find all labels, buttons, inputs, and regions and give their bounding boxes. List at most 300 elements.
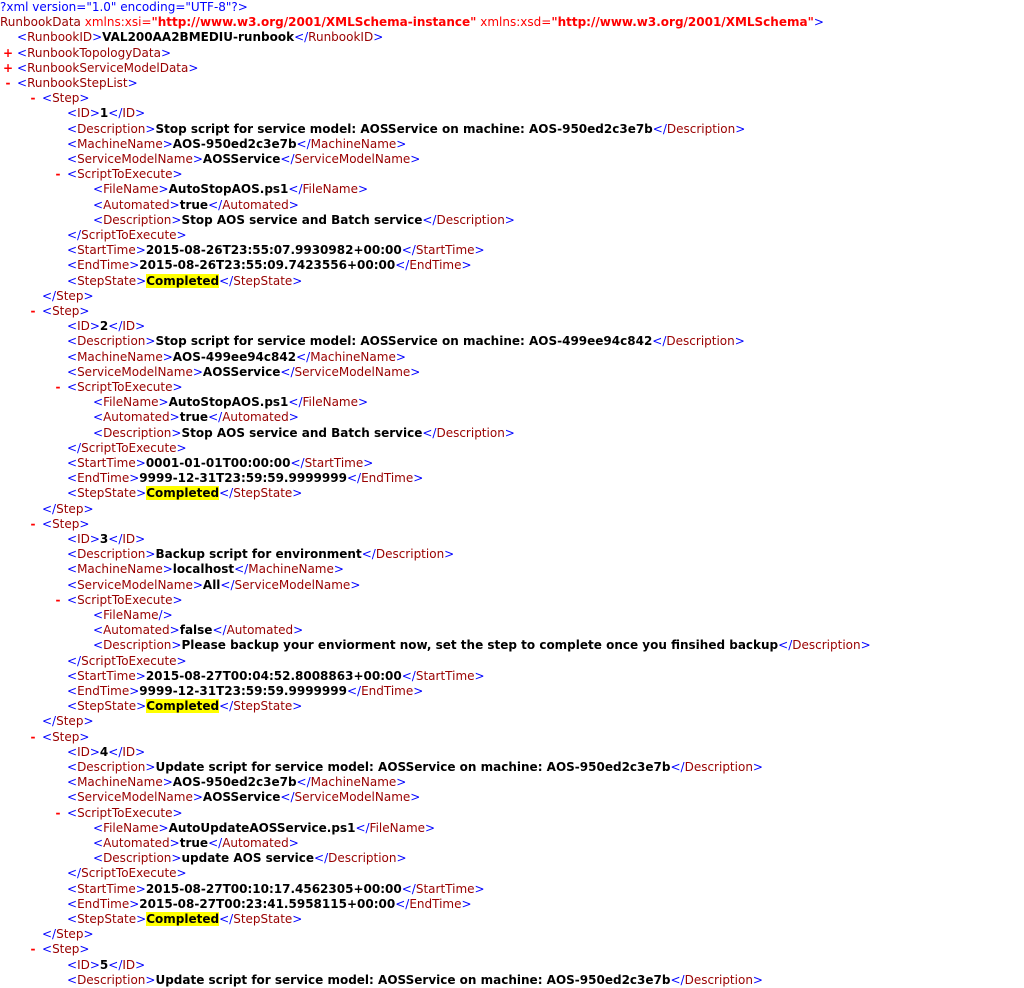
xml-bracket: < bbox=[67, 760, 78, 774]
xml-bracket: > bbox=[135, 881, 146, 896]
xml-tag-name: MachineName bbox=[310, 136, 397, 151]
xml-bracket: > bbox=[504, 425, 515, 440]
step-service-model-line bbox=[67, 790, 420, 805]
xml-bracket: > bbox=[92, 30, 103, 45]
script-file-name: AutoUpdateAOSService.ps1 bbox=[168, 820, 356, 835]
xml-bracket: > bbox=[79, 91, 90, 106]
xml-bracket: < bbox=[93, 836, 104, 850]
xml-tag-name: ID bbox=[122, 106, 136, 121]
script-automated-line bbox=[93, 623, 303, 638]
xml-bracket: </ bbox=[778, 638, 793, 653]
xml-bracket: > bbox=[89, 957, 100, 972]
xml-bracket: > bbox=[813, 15, 824, 30]
xml-bracket: > bbox=[350, 577, 361, 592]
xml-bracket: </ bbox=[108, 106, 123, 121]
step-state-line bbox=[67, 486, 302, 501]
xml-tag-name: Step bbox=[56, 714, 84, 729]
script-description: Please backup your enviorment now, set the step to complete once you finsihed backup bbox=[181, 638, 779, 653]
xml-tag-name: ServiceModelName bbox=[294, 152, 411, 166]
xml-tag-name: RunbookTopologyData bbox=[27, 45, 161, 60]
xml-tag-name: MachineName bbox=[248, 562, 334, 577]
xml-bracket: > bbox=[169, 623, 180, 638]
script-close bbox=[67, 654, 187, 669]
xml-bracket: > bbox=[162, 562, 173, 577]
step-description: Stop script for service model: AOSService on machine: AOS-950ed2c3e7b bbox=[155, 121, 653, 136]
xml-tag-name: Automated bbox=[222, 410, 289, 425]
script-collapse-toggle[interactable]: - bbox=[55, 805, 61, 820]
xml-bracket: </ bbox=[296, 349, 311, 364]
xml-bracket: < bbox=[67, 881, 78, 896]
step-service-model: AOSService bbox=[202, 364, 281, 379]
collapsed-node bbox=[17, 46, 171, 61]
xml-bracket: </ bbox=[108, 957, 123, 972]
xml-bracket: < bbox=[67, 972, 78, 987]
expand-toggle[interactable]: + bbox=[2, 60, 14, 75]
xml-bracket: < bbox=[67, 592, 78, 607]
xml-bracket: </ bbox=[422, 425, 437, 440]
xml-bracket: < bbox=[67, 532, 78, 546]
xml-tag-name: FileName bbox=[302, 182, 358, 197]
xml-bracket: > bbox=[89, 319, 100, 334]
xml-tag-name: Automated bbox=[103, 836, 170, 850]
xml-tag-name: StartTime bbox=[304, 456, 364, 470]
xml-bracket: < bbox=[67, 668, 78, 683]
xml-tag-name: Automated bbox=[222, 836, 289, 850]
xml-bracket: < bbox=[67, 243, 78, 258]
step-collapse-toggle[interactable]: - bbox=[30, 304, 36, 318]
xml-bracket: > bbox=[176, 866, 187, 881]
script-file-line bbox=[93, 821, 435, 836]
xml-tag-name: ServiceModelName bbox=[294, 790, 411, 805]
xml-tag-name: ID bbox=[77, 319, 90, 334]
xml-tag-name: ScriptToExecute bbox=[81, 228, 177, 242]
xml-tag-name: StartTime bbox=[77, 243, 136, 258]
xml-bracket: < bbox=[67, 349, 78, 364]
xml-tag-name: StartTime bbox=[415, 668, 475, 683]
xml-tag-name: StepState bbox=[77, 486, 137, 501]
xml-bracket: < bbox=[93, 410, 104, 425]
xml-bracket: > bbox=[396, 136, 407, 151]
xml-bracket: > bbox=[162, 349, 173, 364]
xml-tag-name: Description bbox=[103, 638, 172, 653]
xml-bracket: </ bbox=[296, 136, 311, 151]
xml-bracket: > bbox=[860, 638, 871, 653]
xml-bracket: > bbox=[192, 152, 203, 166]
script-description-line bbox=[93, 638, 871, 653]
step-open bbox=[42, 730, 89, 745]
xml-bracket: </ bbox=[288, 395, 303, 410]
xml-bracket: </ bbox=[42, 501, 57, 516]
script-file-line bbox=[93, 395, 368, 410]
xml-tag-name: Step bbox=[56, 288, 84, 303]
xml-bracket: > bbox=[158, 395, 169, 410]
xml-bracket: > bbox=[162, 136, 173, 151]
xml-bracket: < bbox=[67, 471, 78, 486]
step-service-model: All bbox=[202, 577, 221, 592]
xml-bracket: < bbox=[42, 729, 53, 744]
step-id-line bbox=[67, 106, 145, 121]
step-id-line bbox=[67, 745, 145, 760]
script-description-line bbox=[93, 851, 407, 866]
xml-bracket: > bbox=[136, 912, 147, 926]
xml-bracket: > bbox=[136, 699, 147, 714]
xml-tag-name: RunbookID bbox=[27, 30, 93, 45]
xml-bracket: </ bbox=[108, 744, 123, 759]
xml-bracket: /> bbox=[158, 608, 173, 622]
xml-bracket: > bbox=[129, 896, 140, 911]
xml-bracket: > bbox=[160, 45, 172, 60]
xml-tag-name: FileName bbox=[369, 820, 426, 835]
step-description: Update script for service model: AOSService on machine: AOS-950ed2c3e7b bbox=[155, 972, 671, 987]
step-machine-line bbox=[67, 562, 344, 577]
xml-tag-name: MachineName bbox=[77, 562, 163, 577]
xml-bracket: < bbox=[93, 197, 104, 212]
xml-tag-name: ServiceModelName bbox=[77, 790, 193, 805]
xml-bracket: </ bbox=[314, 851, 329, 866]
xml-bracket: > bbox=[145, 760, 156, 774]
xml-bracket: > bbox=[171, 638, 182, 653]
xml-bracket: < bbox=[67, 790, 78, 805]
step-description: Stop script for service model: AOSService on machine: AOS-499ee94c842 bbox=[155, 334, 653, 349]
xml-bracket: > bbox=[79, 516, 90, 531]
xml-tag-name: Description bbox=[103, 851, 172, 866]
step-description-line bbox=[67, 122, 745, 137]
xml-bracket: > bbox=[135, 532, 146, 546]
xml-bracket: < bbox=[67, 744, 78, 759]
xml-bracket: > bbox=[129, 684, 140, 698]
xml-bracket: </ bbox=[288, 182, 303, 197]
xml-bracket: > bbox=[752, 972, 763, 987]
xml-tag-name: Step bbox=[52, 91, 80, 106]
xml-bracket: > bbox=[358, 395, 369, 410]
xml-bracket: > bbox=[396, 851, 407, 866]
xml-bracket: > bbox=[444, 547, 455, 562]
script-automated: false bbox=[179, 623, 213, 638]
xml-bracket: > bbox=[373, 30, 384, 45]
xml-tag-name: Description bbox=[666, 121, 736, 136]
xml-bracket: < bbox=[17, 45, 28, 60]
xml-bracket: > bbox=[734, 334, 745, 349]
xml-bracket: < bbox=[67, 106, 78, 121]
xml-bracket: > bbox=[145, 972, 156, 987]
step-end-line bbox=[67, 471, 423, 486]
xml-bracket: > bbox=[474, 243, 485, 258]
xml-tag-name: Description bbox=[792, 638, 861, 653]
xml-bracket: </ bbox=[67, 440, 82, 455]
xml-tag-name: ID bbox=[122, 532, 136, 546]
script-description-line bbox=[93, 213, 515, 228]
xml-bracket: </ bbox=[346, 684, 362, 698]
xml-bracket: > bbox=[79, 942, 90, 957]
xml-tag-name: StartTime bbox=[77, 668, 136, 683]
xml-tag-name: ScriptToExecute bbox=[77, 805, 173, 820]
xml-tag-name: Automated bbox=[103, 197, 170, 212]
xml-tag-name: MachineName bbox=[310, 349, 396, 364]
xml-tag-name: ID bbox=[122, 957, 136, 972]
xml-bracket: </ bbox=[67, 228, 82, 242]
step-id-line bbox=[67, 319, 145, 334]
step-end-time: 2015-08-26T23:55:09.7423556+00:00 bbox=[139, 258, 396, 273]
xml-tag-name: ServiceModelName bbox=[77, 577, 193, 592]
xml-bracket: < bbox=[67, 364, 78, 379]
xml-bracket: > bbox=[145, 121, 156, 136]
xml-bracket: < bbox=[67, 684, 78, 698]
xml-bracket: </ bbox=[395, 896, 410, 911]
xml-bracket: > bbox=[172, 805, 183, 820]
xml-bracket: > bbox=[169, 410, 180, 425]
xml-bracket: > bbox=[89, 532, 100, 546]
step-open bbox=[42, 304, 89, 319]
xml-bracket: > bbox=[192, 577, 203, 592]
runbook-id-line bbox=[17, 30, 383, 45]
xml-bracket: > bbox=[135, 744, 146, 759]
xml-tag-name: Description bbox=[77, 121, 146, 136]
step-description-line bbox=[67, 760, 763, 775]
step-state-line bbox=[67, 274, 302, 289]
xml-bracket: > bbox=[83, 714, 94, 729]
script-close bbox=[67, 866, 187, 881]
xml-tag-name: StepState bbox=[233, 912, 293, 926]
runbook-id-value: VAL200AA2BMEDIU-runbook bbox=[102, 30, 295, 45]
step-service-model-line bbox=[67, 578, 360, 593]
xml-bracket: < bbox=[67, 319, 78, 334]
script-close bbox=[67, 228, 187, 243]
xml-bracket: </ bbox=[652, 121, 667, 136]
xml-bracket: > bbox=[461, 258, 472, 273]
step-start-time: 2015-08-27T00:04:52.8008863+00:00 bbox=[145, 668, 402, 683]
xml-bracket: < bbox=[42, 942, 53, 957]
step-description-line bbox=[67, 547, 454, 562]
step-close bbox=[42, 502, 94, 517]
xml-tag-name: ID bbox=[77, 744, 90, 759]
xml-bracket: > bbox=[127, 76, 138, 90]
step-close bbox=[42, 927, 94, 942]
xml-bracket: > bbox=[83, 927, 94, 942]
xml-tag-name: EndTime bbox=[409, 258, 462, 273]
xml-bracket: < bbox=[67, 121, 78, 136]
step-machine: AOS-950ed2c3e7b bbox=[172, 775, 297, 790]
xml-tag-name: EndTime bbox=[77, 471, 130, 486]
step-service-model-line bbox=[67, 365, 420, 380]
step-end-time: 2015-08-27T00:23:41.5958115+00:00 bbox=[139, 896, 396, 911]
script-collapse-toggle[interactable]: - bbox=[55, 380, 61, 394]
step-collapse-toggle[interactable]: - bbox=[30, 516, 36, 531]
step-machine-line bbox=[67, 775, 406, 790]
xml-bracket: </ bbox=[280, 790, 295, 805]
script-open bbox=[67, 806, 183, 821]
step-collapse-toggle[interactable]: - bbox=[30, 942, 36, 957]
xml-bracket: > bbox=[171, 212, 182, 227]
xml-bracket: < bbox=[17, 60, 28, 75]
xml-tag-name: ScriptToExecute bbox=[77, 167, 173, 182]
script-open bbox=[67, 167, 183, 182]
xml-tag-name: Description bbox=[375, 547, 445, 562]
xml-bracket: > bbox=[292, 699, 303, 714]
xml-tag-name: MachineName bbox=[77, 775, 163, 790]
xml-bracket: > bbox=[413, 471, 424, 486]
step-state-line bbox=[67, 912, 302, 927]
expand-toggle[interactable]: + bbox=[2, 45, 14, 60]
step-start-time: 2015-08-26T23:55:07.9930982+00:00 bbox=[145, 243, 402, 258]
xml-root-line bbox=[0, 15, 824, 30]
xml-bracket: < bbox=[93, 638, 104, 653]
xml-bracket: > bbox=[735, 121, 746, 136]
xml-bracket: </ bbox=[401, 243, 416, 258]
step-state-highlighted: Completed bbox=[146, 273, 220, 288]
xml-bracket: </ bbox=[294, 30, 309, 45]
script-automated: true bbox=[179, 197, 209, 212]
xml-tag-name: MachineName bbox=[310, 775, 397, 790]
xml-tag-name: EndTime bbox=[77, 896, 130, 911]
step-machine: AOS-499ee94c842 bbox=[172, 349, 297, 364]
xml-bracket: > bbox=[293, 623, 304, 638]
xml-attr-name: xmlns:xsi= bbox=[80, 15, 152, 30]
xml-tag-name: Description bbox=[328, 851, 397, 866]
xml-tag-name: Automated bbox=[103, 623, 170, 638]
xml-bracket: > bbox=[135, 957, 146, 972]
xml-bracket: < bbox=[93, 395, 104, 410]
xml-tag-name: Description bbox=[666, 334, 735, 349]
xml-bracket: < bbox=[67, 805, 78, 820]
xml-bracket: > bbox=[172, 380, 183, 394]
step-end-time: 9999-12-31T23:59:59.9999999 bbox=[139, 471, 347, 486]
xml-bracket: < bbox=[93, 425, 104, 440]
xml-bracket: </ bbox=[296, 775, 311, 790]
step-open bbox=[42, 517, 89, 532]
xml-bracket: </ bbox=[220, 577, 235, 592]
xml-bracket: </ bbox=[219, 486, 234, 501]
xml-bracket: </ bbox=[67, 653, 82, 668]
script-open bbox=[67, 593, 183, 608]
xml-bracket: > bbox=[145, 547, 156, 562]
xml-tag-name: EndTime bbox=[77, 684, 130, 698]
xml-tag-name: MachineName bbox=[77, 349, 163, 364]
step-end-line bbox=[67, 684, 423, 699]
xml-bracket: </ bbox=[67, 866, 82, 881]
xml-bracket: > bbox=[79, 729, 90, 744]
xml-bracket: </ bbox=[401, 668, 416, 683]
step-collapse-toggle[interactable]: - bbox=[30, 729, 36, 744]
xml-bracket: > bbox=[363, 456, 374, 470]
xml-tag-name: ScriptToExecute bbox=[81, 653, 177, 668]
step-end-line bbox=[67, 258, 472, 273]
xml-tag-name: FileName bbox=[103, 182, 159, 197]
xml-tag-name: Step bbox=[52, 942, 80, 957]
step-description-line bbox=[67, 973, 763, 988]
xml-bracket: > bbox=[89, 744, 100, 759]
xml-tag-name: ScriptToExecute bbox=[81, 440, 177, 455]
xml-bracket: > bbox=[425, 820, 436, 835]
xml-bracket: > bbox=[135, 243, 146, 258]
collapse-toggle[interactable]: - bbox=[5, 76, 11, 90]
xml-tag-name: Step bbox=[52, 516, 80, 531]
xml-bracket: > bbox=[292, 273, 303, 288]
xml-attr-value: "http://www.w3.org/2001/XMLSchema-instance" bbox=[151, 15, 477, 30]
xml-tag-name: RunbookID bbox=[308, 30, 374, 45]
xml-bracket: > bbox=[136, 486, 147, 501]
xml-bracket: < bbox=[93, 608, 104, 622]
xml-bracket: < bbox=[67, 273, 78, 288]
xml-bracket: < bbox=[93, 182, 104, 197]
xml-tag-name: FileName bbox=[103, 608, 159, 622]
xml-bracket: </ bbox=[234, 562, 249, 577]
xml-bracket: > bbox=[172, 592, 183, 607]
xml-bracket: < bbox=[67, 486, 78, 501]
xml-bracket: > bbox=[171, 425, 182, 440]
xml-bracket: < bbox=[67, 152, 78, 166]
xml-tag-name: FileName bbox=[302, 395, 358, 410]
script-description-line bbox=[93, 426, 515, 441]
xml-bracket: > bbox=[79, 304, 90, 318]
xml-bracket: </ bbox=[395, 258, 410, 273]
xml-tag-name: StartTime bbox=[77, 881, 136, 896]
step-open bbox=[42, 91, 89, 106]
script-file-name: AutoStopAOS.ps1 bbox=[168, 395, 289, 410]
xml-bracket: </ bbox=[108, 532, 123, 546]
script-automated: true bbox=[179, 410, 209, 425]
step-service-model: AOSService bbox=[202, 152, 281, 166]
xml-bracket: > bbox=[162, 775, 173, 790]
xml-bracket: > bbox=[169, 836, 180, 850]
xml-bracket: </ bbox=[652, 334, 667, 349]
xml-bracket: > bbox=[474, 881, 485, 896]
step-machine: AOS-950ed2c3e7b bbox=[172, 136, 297, 151]
xml-bracket: > bbox=[358, 182, 369, 197]
xml-bracket: > bbox=[333, 562, 344, 577]
xml-bracket: </ bbox=[670, 972, 685, 987]
xml-bracket: </ bbox=[208, 197, 223, 212]
script-collapse-toggle[interactable]: - bbox=[55, 167, 61, 182]
step-collapse-toggle[interactable]: - bbox=[30, 91, 36, 106]
xml-bracket: > bbox=[158, 182, 169, 197]
xml-tag-name: ID bbox=[77, 106, 90, 121]
step-machine-line bbox=[67, 350, 406, 365]
xml-tag-name: ID bbox=[77, 957, 90, 972]
xml-bracket: </ bbox=[401, 881, 416, 896]
xml-attr-value: "http://www.w3.org/2001/XMLSchema" bbox=[551, 15, 814, 30]
script-description: Stop AOS service and Batch service bbox=[181, 212, 423, 227]
step-end-line bbox=[67, 897, 472, 912]
xml-tag-name: RunbookServiceModelData bbox=[27, 60, 189, 75]
script-file-line bbox=[93, 608, 173, 623]
xml-tag-name: ServiceModelName bbox=[294, 364, 411, 379]
xml-bracket: </ bbox=[280, 364, 295, 379]
xml-bracket: > bbox=[135, 319, 146, 334]
step-start-line bbox=[67, 669, 485, 684]
xml-tag-name: ServiceModelName bbox=[77, 152, 193, 166]
xml-bracket: > bbox=[135, 106, 146, 121]
xml-bracket: </ bbox=[42, 714, 57, 729]
xml-tag-name: StartTime bbox=[415, 881, 475, 896]
xml-bracket: </ bbox=[42, 288, 57, 303]
step-machine-line bbox=[67, 137, 406, 152]
xml-tag-name: StepState bbox=[233, 273, 293, 288]
script-collapse-toggle[interactable]: - bbox=[55, 592, 61, 607]
xml-tag-name: Description bbox=[77, 760, 146, 774]
xml-tag-name: ScriptToExecute bbox=[77, 380, 173, 394]
xml-bracket: < bbox=[93, 820, 104, 835]
xml-tag-name: Description bbox=[436, 425, 505, 440]
xml-bracket: > bbox=[292, 912, 303, 926]
xml-bracket: < bbox=[67, 380, 78, 394]
xml-tag-name: ScriptToExecute bbox=[81, 866, 177, 881]
step-start-time: 2015-08-27T00:10:17.4562305+00:00 bbox=[145, 881, 402, 896]
xml-bracket: </ bbox=[212, 623, 227, 638]
xml-bracket: > bbox=[410, 364, 421, 379]
xml-tag-name: EndTime bbox=[361, 471, 414, 486]
step-description-line bbox=[67, 334, 745, 349]
xml-bracket: < bbox=[42, 91, 53, 106]
